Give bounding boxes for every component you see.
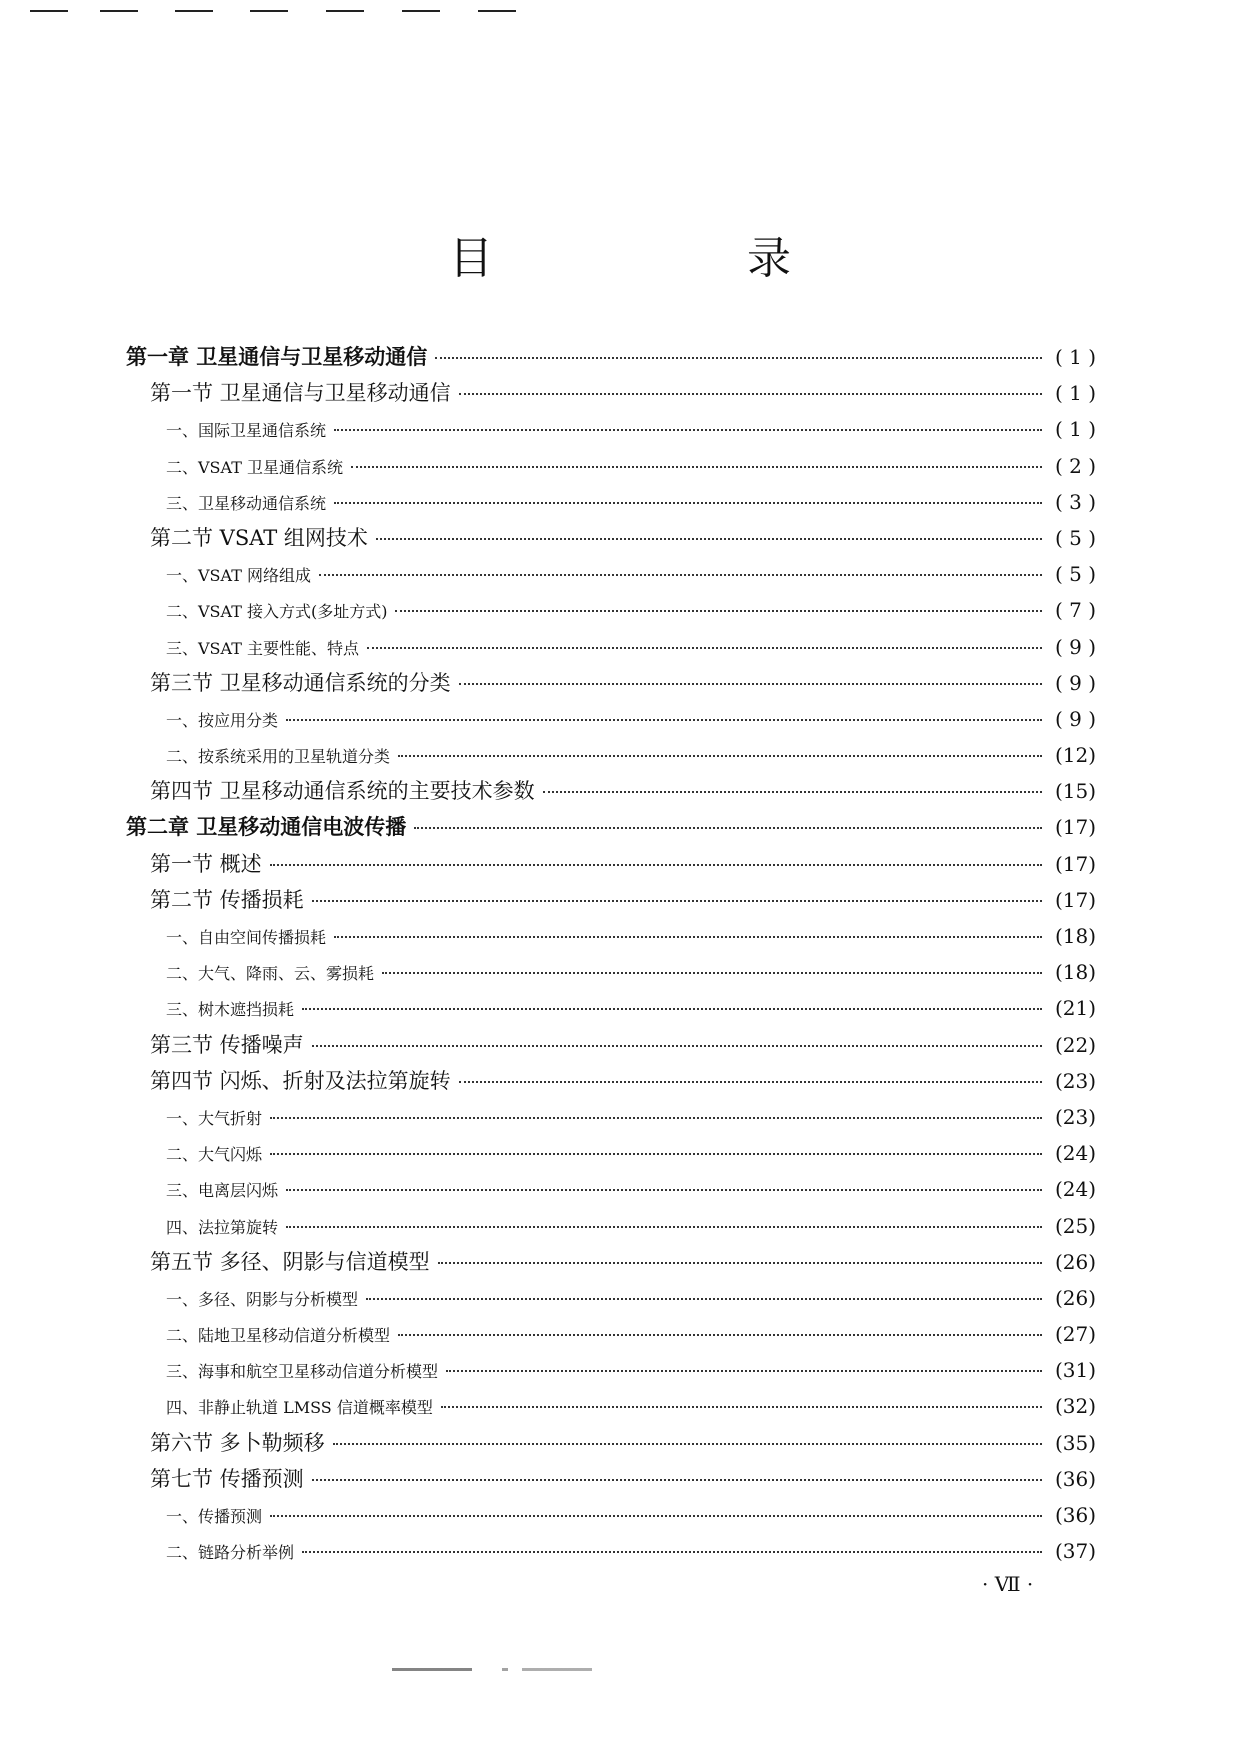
toc-page-number: (22) [1054, 1032, 1096, 1057]
toc-page-number: ( 9 ) [1054, 670, 1096, 695]
toc-page-number: (15) [1054, 779, 1096, 804]
toc-entry-label: 一、传播预测 [166, 1507, 263, 1526]
scan-edge-marks [30, 10, 590, 14]
toc-section-row[interactable] [126, 882, 1096, 918]
toc-section-row[interactable] [126, 520, 1096, 556]
toc-item-row[interactable] [126, 1497, 1096, 1533]
toc-page-number: (21) [1054, 996, 1096, 1021]
toc-item-row[interactable] [126, 1533, 1096, 1569]
toc-entry-label: 第一章 卫星通信与卫星移动通信 [126, 344, 428, 369]
toc-page-number: ( 7 ) [1054, 598, 1096, 623]
dot-leader [543, 791, 1042, 793]
toc-page-number: (31) [1054, 1358, 1096, 1383]
dot-leader [334, 936, 1042, 938]
dot-leader [398, 1334, 1042, 1336]
dot-leader [286, 719, 1042, 721]
toc-page-number: (32) [1054, 1394, 1096, 1419]
toc-page-number: (12) [1054, 743, 1096, 768]
toc-item-row[interactable] [126, 1171, 1096, 1207]
dot-leader [312, 900, 1042, 902]
toc-section-row[interactable] [126, 846, 1096, 882]
toc-page-number: (18) [1054, 960, 1096, 985]
toc-entry-label: 二、大气、降雨、云、雾损耗 [166, 964, 375, 984]
toc-item-row[interactable] [126, 1388, 1096, 1424]
toc-entry-label: 二、陆地卫星移动信道分析模型 [166, 1326, 391, 1346]
dot-leader [459, 1081, 1042, 1083]
dot-leader [302, 1008, 1042, 1010]
toc-entry-label: 三、VSAT 主要性能、特点 [166, 638, 359, 658]
table-of-contents [126, 339, 1096, 1569]
toc-page-number: (36) [1054, 1466, 1096, 1491]
dot-leader [302, 1551, 1042, 1553]
dot-leader [270, 1117, 1042, 1119]
toc-page-number: ( 9 ) [1054, 634, 1096, 659]
toc-page-number: (36) [1054, 1503, 1096, 1527]
toc-section-row[interactable] [126, 773, 1096, 809]
dot-leader [395, 610, 1042, 612]
toc-page-number: (37) [1054, 1539, 1096, 1564]
dot-leader [334, 502, 1042, 504]
toc-entry-label: 第四节 闪烁、折射及法拉第旋转 [150, 1068, 451, 1093]
toc-page-number: (24) [1054, 1141, 1096, 1166]
toc-page-number: (25) [1054, 1213, 1096, 1238]
toc-entry-label: 第一节 卫星通信与卫星移动通信 [150, 381, 451, 406]
dot-leader [351, 466, 1042, 468]
dot-leader [270, 1515, 1042, 1517]
dot-leader [367, 647, 1042, 649]
toc-chapter-row[interactable] [126, 339, 1096, 375]
toc-item-row[interactable] [126, 592, 1096, 628]
dot-leader [286, 1189, 1042, 1191]
dot-leader [435, 357, 1042, 359]
dot-leader [270, 1153, 1042, 1155]
toc-entry-label: 三、卫星移动通信系统 [166, 493, 327, 513]
dot-leader [438, 1262, 1042, 1264]
dot-leader [446, 1370, 1042, 1372]
toc-item-row[interactable] [126, 1280, 1096, 1316]
toc-page-number: ( 1 ) [1054, 381, 1096, 406]
toc-page-number: (17) [1054, 815, 1096, 840]
toc-section-row[interactable] [126, 1027, 1096, 1063]
toc-entry-label: 一、多径、阴影与分析模型 [166, 1289, 359, 1309]
toc-item-row[interactable] [126, 629, 1096, 665]
toc-item-row[interactable] [126, 556, 1096, 592]
toc-section-row[interactable] [126, 1461, 1096, 1497]
toc-entry-label: 二、链路分析举例 [166, 1543, 295, 1563]
dot-leader [382, 972, 1042, 974]
page-folio: · Ⅶ · [982, 1572, 1034, 1596]
toc-entry-label: 一、国际卫星通信系统 [166, 421, 327, 441]
toc-entry-label: 第七节 传播预测 [150, 1466, 304, 1491]
toc-item-row[interactable] [126, 954, 1096, 990]
dot-leader [334, 429, 1042, 431]
toc-entry-label: 三、海事和航空卫星移动信道分析模型 [166, 1362, 439, 1382]
toc-page-number: (26) [1054, 1249, 1096, 1274]
toc-page-number: (27) [1054, 1322, 1096, 1347]
toc-section-row[interactable] [126, 1244, 1096, 1280]
toc-entry-label: 一、按应用分类 [166, 710, 279, 730]
toc-item-row[interactable] [126, 484, 1096, 520]
toc-page-number: ( 5 ) [1054, 525, 1096, 550]
toc-item-row[interactable] [126, 918, 1096, 954]
dot-leader [441, 1406, 1042, 1408]
dot-leader [459, 393, 1042, 395]
dot-leader [376, 538, 1042, 540]
toc-section-row[interactable] [126, 1063, 1096, 1099]
toc-item-row[interactable] [126, 737, 1096, 773]
toc-section-row[interactable] [126, 1425, 1096, 1461]
toc-entry-label: 第四节 卫星移动通信系统的主要技术参数 [150, 779, 535, 804]
toc-item-row[interactable] [126, 701, 1096, 737]
toc-section-row[interactable] [126, 375, 1096, 411]
toc-page-number: ( 2 ) [1054, 453, 1096, 478]
dot-leader [312, 1045, 1042, 1047]
toc-page-number: ( 1 ) [1054, 345, 1096, 369]
toc-entry-label: 第三节 传播噪声 [150, 1032, 304, 1057]
toc-entry-label: 一、自由空间传播损耗 [166, 928, 327, 947]
dot-leader [270, 864, 1042, 866]
toc-entry-label: 四、法拉第旋转 [166, 1217, 279, 1237]
toc-page-number: (35) [1054, 1430, 1096, 1455]
dot-leader [312, 1479, 1042, 1481]
toc-entry-label: 二、按系统采用的卫星轨道分类 [166, 747, 391, 767]
toc-entry-label: 第二章 卫星移动通信电波传播 [126, 814, 407, 840]
toc-item-row[interactable] [126, 1352, 1096, 1388]
toc-chapter-row[interactable] [126, 809, 1096, 845]
toc-item-row[interactable] [126, 1099, 1096, 1135]
toc-item-row[interactable] [126, 448, 1096, 484]
dot-leader [414, 827, 1042, 829]
dot-leader [319, 574, 1042, 576]
toc-entry-label: 一、VSAT 网络组成 [166, 566, 311, 586]
toc-section-row[interactable] [126, 665, 1096, 701]
dot-leader [286, 1226, 1042, 1228]
toc-entry-label: 三、电离层闪烁 [166, 1181, 279, 1201]
toc-entry-label: 三、树木遮挡损耗 [166, 1000, 295, 1020]
toc-entry-label: 一、大气折射 [166, 1108, 263, 1128]
toc-page-number: (24) [1054, 1177, 1096, 1202]
toc-page-number: ( 9 ) [1054, 706, 1096, 731]
toc-entry-label: 第二节 VSAT 组网技术 [150, 525, 368, 550]
toc-entry-label: 第一节 概述 [150, 851, 262, 876]
toc-item-row[interactable] [126, 411, 1096, 447]
toc-entry-label: 第五节 多径、阴影与信道模型 [150, 1249, 430, 1274]
toc-page-number: (23) [1054, 1068, 1096, 1093]
toc-item-row[interactable] [126, 990, 1096, 1026]
dot-leader [333, 1443, 1042, 1445]
toc-entry-label: 第六节 多卜勒频移 [150, 1430, 325, 1455]
toc-item-row[interactable] [126, 1316, 1096, 1352]
toc-entry-label: 二、VSAT 接入方式(多址方式) [166, 602, 388, 622]
toc-entry-label: 二、大气闪烁 [166, 1145, 263, 1165]
toc-page-number: ( 5 ) [1054, 562, 1096, 587]
toc-page-number: (17) [1054, 851, 1096, 876]
toc-page-number: ( 3 ) [1054, 489, 1096, 514]
toc-entry-label: 二、VSAT 卫星通信系统 [166, 457, 343, 477]
toc-item-row[interactable] [126, 1135, 1096, 1171]
toc-entry-label: 第二节 传播损耗 [150, 887, 304, 912]
dot-leader [398, 755, 1042, 757]
scan-artifact [392, 1668, 592, 1671]
dot-leader [366, 1298, 1042, 1300]
toc-page-number: (17) [1054, 887, 1096, 912]
toc-item-row[interactable] [126, 1208, 1096, 1244]
toc-entry-label: 第三节 卫星移动通信系统的分类 [150, 670, 451, 695]
toc-page-number: (23) [1054, 1104, 1096, 1129]
toc-page-number: (18) [1054, 924, 1096, 948]
toc-page-number: (26) [1054, 1285, 1096, 1310]
toc-page-number: ( 1 ) [1054, 417, 1096, 442]
toc-entry-label: 四、非静止轨道 LMSS 信道概率模型 [166, 1398, 433, 1418]
dot-leader [459, 683, 1042, 685]
page-title: 目 录 [449, 233, 911, 284]
